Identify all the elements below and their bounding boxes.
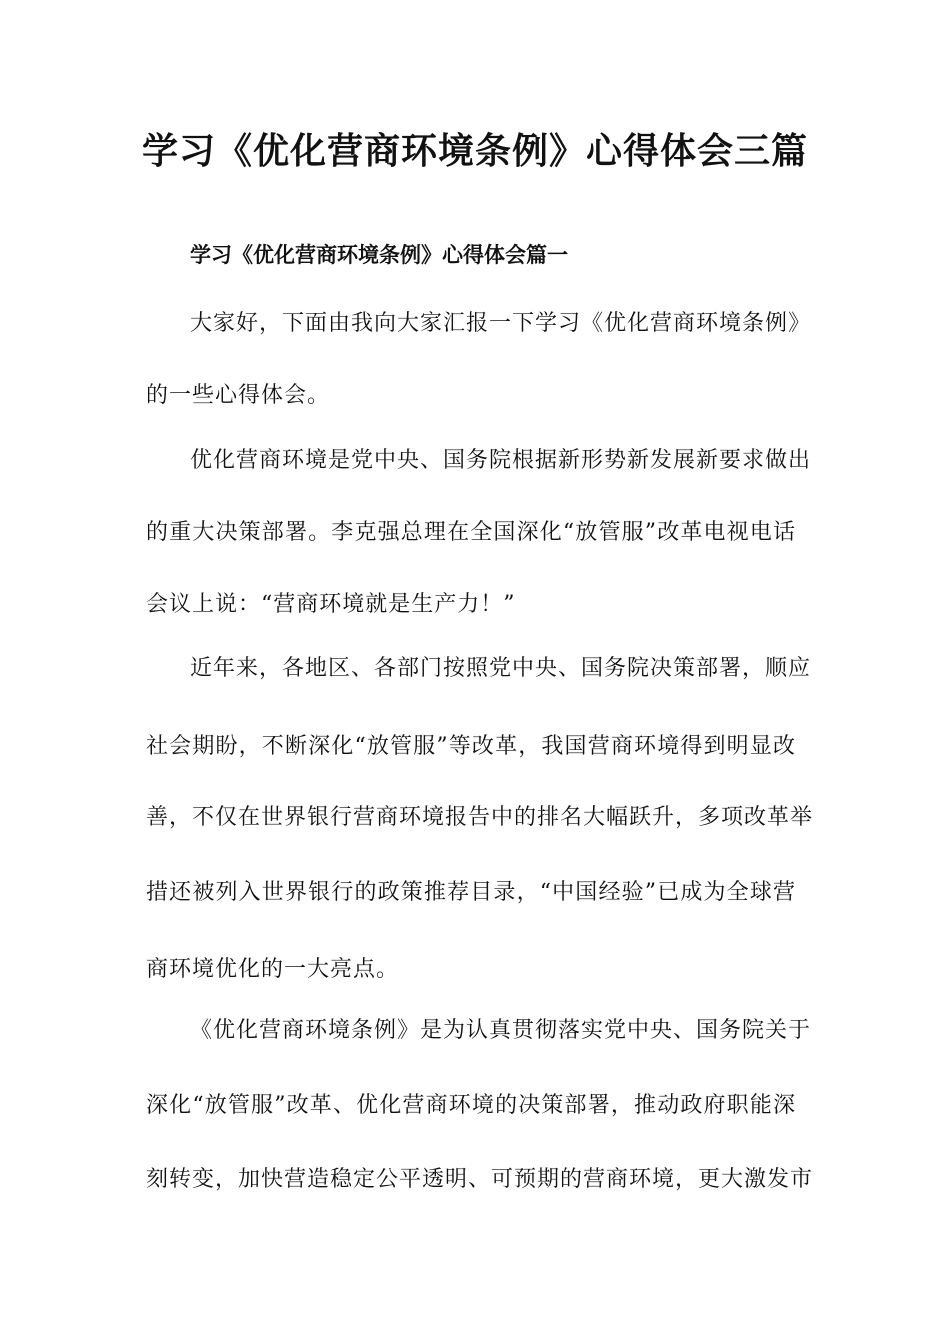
paragraph-line: 大家好，下面由我向大家汇报一下学习《优化营商环境条例》 xyxy=(190,311,812,336)
paragraph-line: 的一些心得体会。 xyxy=(146,383,331,408)
paragraph-line: 深化“放管服”改革、优化营商环境的决策部署，推动政府职能深 xyxy=(146,1093,796,1118)
document-title: 学习《优化营商环境条例》心得体会三篇 xyxy=(141,131,808,172)
paragraph-line: 优化营商环境是党中央、国务院根据新形势新发展新要求做出 xyxy=(190,448,812,473)
paragraph-line: 刻转变，加快营造稳定公平透明、可预期的营商环境，更大激发市 xyxy=(146,1167,814,1192)
paragraph-line: 社会期盼，不断深化“放管服”等改革，我国营商环境得到明显改 xyxy=(146,734,796,759)
paragraph-line: 商环境优化的一大亮点。 xyxy=(146,957,400,982)
paragraph-line: 近年来，各地区、各部门按照党中央、国务院决策部署，顺应 xyxy=(190,656,812,681)
section-heading: 学习《优化营商环境条例》心得体会篇一 xyxy=(190,243,568,267)
paragraph-line: 措还被列入世界银行的政策推荐目录，“中国经验”已成为全球营 xyxy=(146,880,796,905)
paragraph-line: 的重大决策部署。李克强总理在全国深化“放管服”改革电视电话 xyxy=(146,520,796,545)
paragraph-line: 善，不仅在世界银行营商环境报告中的排名大幅跃升，多项改革举 xyxy=(146,805,814,830)
paragraph-line: 《优化营商环境条例》是为认真贯彻落实党中央、国务院关于 xyxy=(190,1018,812,1043)
paragraph-line: 会议上说：“营商环境就是生产力！” xyxy=(146,592,516,617)
